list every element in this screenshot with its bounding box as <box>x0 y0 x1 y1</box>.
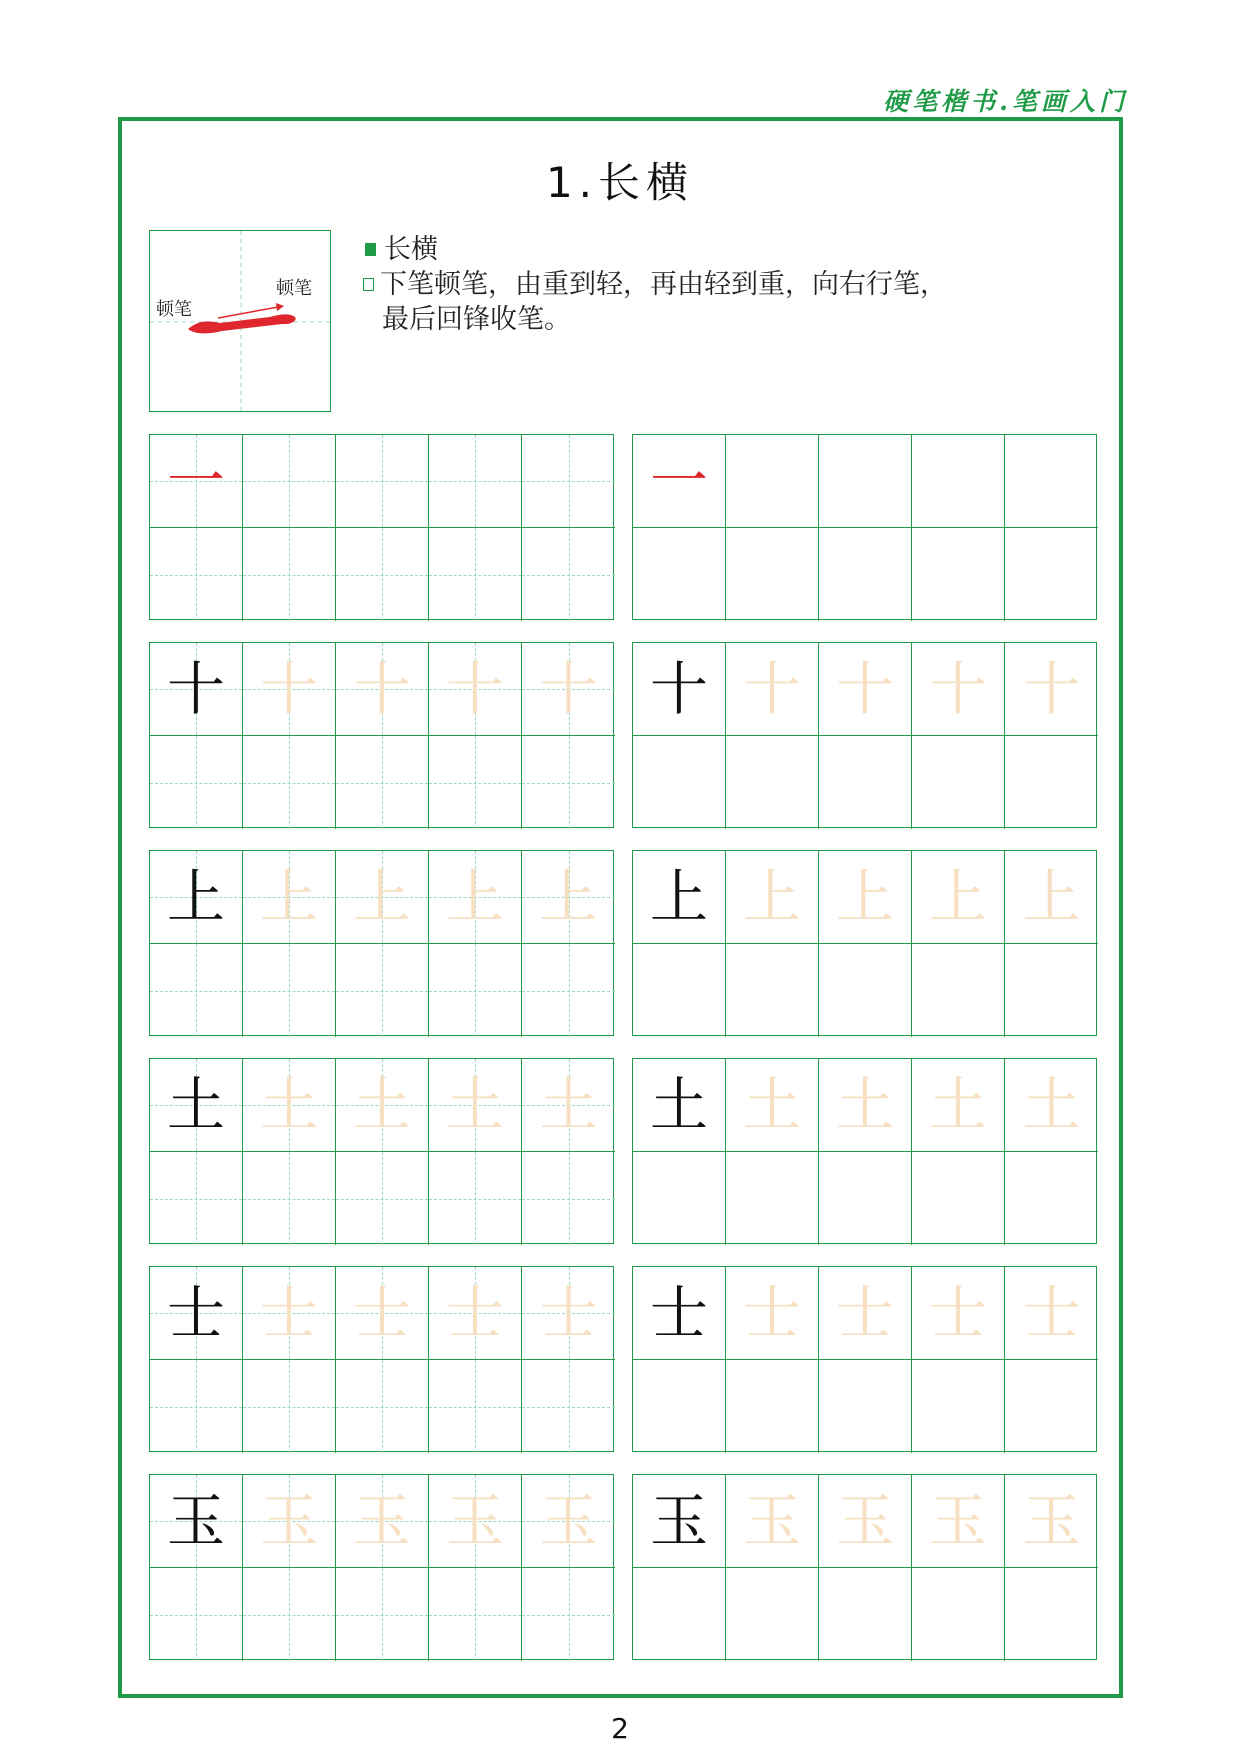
practice-cell[interactable] <box>726 1568 819 1661</box>
practice-cell[interactable] <box>150 528 243 621</box>
model-character: 一 <box>166 447 225 515</box>
practice-cell[interactable] <box>819 1360 912 1453</box>
trace-character: 玉 <box>445 1487 504 1555</box>
practice-cell[interactable] <box>522 528 615 621</box>
cell-guide-horizontal <box>336 991 428 992</box>
practice-cell[interactable] <box>819 528 912 621</box>
cell-guide-horizontal <box>522 1199 615 1200</box>
description-line-2: 最后回锋收笔。 <box>382 304 571 335</box>
stroke-direction-arrow <box>218 307 278 318</box>
cell-guide-horizontal <box>336 1615 428 1616</box>
cell-guide-horizontal <box>429 783 521 784</box>
practice-cell[interactable] <box>150 1267 243 1360</box>
practice-grid-left <box>149 434 614 620</box>
trace-character: 士 <box>352 1279 411 1347</box>
trace-character: 十 <box>539 655 598 723</box>
practice-cell[interactable] <box>429 1152 522 1245</box>
cell-guide-horizontal <box>522 991 615 992</box>
practice-cell[interactable] <box>912 1267 1005 1360</box>
practice-cell[interactable] <box>726 1059 819 1152</box>
practice-cell[interactable] <box>726 1152 819 1245</box>
practice-cell[interactable] <box>336 851 429 944</box>
trace-character: 士 <box>835 1279 894 1347</box>
practice-cell[interactable] <box>429 851 522 944</box>
practice-cell[interactable] <box>819 435 912 528</box>
practice-cell[interactable] <box>522 1475 615 1568</box>
bullet-square-filled <box>365 243 376 256</box>
practice-cell[interactable] <box>243 1475 336 1568</box>
stroke-description <box>363 232 947 337</box>
practice-cell[interactable] <box>243 1267 336 1360</box>
cell-guide-horizontal <box>429 1615 521 1616</box>
practice-grid-left <box>149 1058 614 1244</box>
trace-character: 土 <box>1022 1071 1081 1139</box>
trace-character: 士 <box>539 1279 598 1347</box>
practice-cell[interactable] <box>726 851 819 944</box>
cell-guide-horizontal <box>150 783 242 784</box>
practice-cell[interactable] <box>429 1475 522 1568</box>
practice-cell[interactable] <box>336 1267 429 1360</box>
trace-character: 玉 <box>928 1487 987 1555</box>
practice-cell[interactable] <box>633 851 726 944</box>
practice-cell[interactable] <box>243 1152 336 1245</box>
practice-cell[interactable] <box>336 736 429 829</box>
practice-cell[interactable] <box>150 1152 243 1245</box>
practice-cell[interactable] <box>726 1360 819 1453</box>
trace-character: 士 <box>259 1279 318 1347</box>
practice-cell[interactable] <box>912 1059 1005 1152</box>
practice-cell[interactable] <box>1005 435 1098 528</box>
practice-cell[interactable] <box>819 643 912 736</box>
practice-cell[interactable] <box>912 1568 1005 1661</box>
practice-cell[interactable] <box>150 643 243 736</box>
model-character: 玉 <box>649 1487 708 1555</box>
cell-guide-horizontal <box>429 575 521 576</box>
trace-character: 上 <box>928 863 987 931</box>
practice-cell[interactable] <box>429 1360 522 1453</box>
cell-guide-horizontal <box>336 1407 428 1408</box>
model-character: 玉 <box>166 1487 225 1555</box>
cell-guide-horizontal <box>522 1407 615 1408</box>
trace-character: 士 <box>1022 1279 1081 1347</box>
practice-cell[interactable] <box>726 643 819 736</box>
long-horizontal-stroke <box>188 314 296 333</box>
practice-cell[interactable] <box>912 528 1005 621</box>
trace-character: 土 <box>259 1071 318 1139</box>
cell-guide-horizontal <box>150 1615 242 1616</box>
trace-character: 土 <box>445 1071 504 1139</box>
practice-cell[interactable] <box>726 736 819 829</box>
practice-cell[interactable] <box>522 944 615 1037</box>
practice-cell[interactable] <box>243 851 336 944</box>
practice-grid-left <box>149 1266 614 1452</box>
trace-character: 玉 <box>742 1487 801 1555</box>
cell-guide-horizontal <box>243 991 335 992</box>
trace-character: 上 <box>445 863 504 931</box>
model-character: 上 <box>649 863 708 931</box>
description-heading: 长横 <box>384 234 438 265</box>
cell-guide-horizontal <box>150 991 242 992</box>
practice-cell[interactable] <box>243 643 336 736</box>
practice-cell[interactable] <box>429 1059 522 1152</box>
cell-guide-horizontal <box>243 481 335 482</box>
cell-guide-horizontal <box>522 1615 615 1616</box>
trace-character: 土 <box>352 1071 411 1139</box>
practice-cell[interactable] <box>1005 1059 1098 1152</box>
practice-cell[interactable] <box>633 1059 726 1152</box>
model-character: 土 <box>649 1071 708 1139</box>
practice-cell[interactable] <box>336 1360 429 1453</box>
trace-character: 上 <box>742 863 801 931</box>
trace-character: 土 <box>835 1071 894 1139</box>
practice-cell[interactable] <box>522 1267 615 1360</box>
practice-cell[interactable] <box>522 736 615 829</box>
practice-cell[interactable] <box>150 1475 243 1568</box>
practice-grid-left <box>149 642 614 828</box>
model-character: 十 <box>166 655 225 723</box>
trace-character: 士 <box>742 1279 801 1347</box>
model-character: 士 <box>649 1279 708 1347</box>
trace-character: 上 <box>835 863 894 931</box>
trace-character: 上 <box>259 863 318 931</box>
practice-cell[interactable] <box>912 851 1005 944</box>
practice-cell[interactable] <box>522 1059 615 1152</box>
demo-label-start: 顿笔 <box>156 299 192 320</box>
practice-cell[interactable] <box>429 528 522 621</box>
practice-cell[interactable] <box>429 944 522 1037</box>
practice-cell[interactable] <box>912 1475 1005 1568</box>
cell-guide-horizontal <box>522 481 615 482</box>
model-character: 十 <box>649 655 708 723</box>
practice-cell[interactable] <box>522 435 615 528</box>
practice-cell[interactable] <box>336 944 429 1037</box>
practice-cell[interactable] <box>150 435 243 528</box>
practice-cell[interactable] <box>819 1152 912 1245</box>
page-number: 2 <box>611 1712 629 1745</box>
practice-grid-right <box>632 642 1097 828</box>
practice-cell[interactable] <box>336 435 429 528</box>
practice-cell[interactable] <box>522 1152 615 1245</box>
trace-character: 上 <box>1022 863 1081 931</box>
trace-character: 十 <box>928 655 987 723</box>
model-character: 土 <box>166 1071 225 1139</box>
practice-cell[interactable] <box>429 435 522 528</box>
practice-cell[interactable] <box>150 1568 243 1661</box>
practice-cell[interactable] <box>1005 1360 1098 1453</box>
practice-grid-left <box>149 850 614 1036</box>
trace-character: 上 <box>352 863 411 931</box>
cell-guide-horizontal <box>150 575 242 576</box>
practice-cell[interactable] <box>429 736 522 829</box>
model-character: 士 <box>166 1279 225 1347</box>
cell-guide-horizontal <box>522 575 615 576</box>
practice-cell[interactable] <box>1005 528 1098 621</box>
trace-character: 土 <box>742 1071 801 1139</box>
practice-grid-right <box>632 1474 1097 1660</box>
cell-guide-horizontal <box>243 1407 335 1408</box>
practice-cell[interactable] <box>1005 944 1098 1037</box>
trace-character: 士 <box>928 1279 987 1347</box>
practice-cell[interactable] <box>726 435 819 528</box>
practice-cell[interactable] <box>150 736 243 829</box>
practice-cell[interactable] <box>243 1059 336 1152</box>
cell-guide-horizontal <box>243 575 335 576</box>
cell-guide-horizontal <box>336 783 428 784</box>
trace-character: 十 <box>835 655 894 723</box>
practice-cell[interactable] <box>819 1475 912 1568</box>
book-section-header: 硬笔楷书.笔画入门 <box>883 87 1128 116</box>
trace-character: 上 <box>539 863 598 931</box>
practice-cell[interactable] <box>150 944 243 1037</box>
practice-cell[interactable] <box>1005 736 1098 829</box>
practice-cell[interactable] <box>726 528 819 621</box>
practice-cell[interactable] <box>633 1568 726 1661</box>
demo-label-end: 顿笔 <box>276 278 312 299</box>
cell-guide-horizontal <box>429 991 521 992</box>
practice-cell[interactable] <box>726 1475 819 1568</box>
practice-cell[interactable] <box>150 851 243 944</box>
practice-cell[interactable] <box>633 944 726 1037</box>
practice-cell[interactable] <box>633 1360 726 1453</box>
trace-character: 玉 <box>352 1487 411 1555</box>
cell-guide-horizontal <box>522 783 615 784</box>
stroke-demo-guides <box>150 231 332 413</box>
practice-cell[interactable] <box>912 944 1005 1037</box>
practice-cell[interactable] <box>243 435 336 528</box>
cell-guide-horizontal <box>243 783 335 784</box>
practice-cell[interactable] <box>912 1360 1005 1453</box>
bullet-square-empty <box>363 278 374 291</box>
practice-cell[interactable] <box>243 1568 336 1661</box>
practice-cell[interactable] <box>633 643 726 736</box>
practice-cell[interactable] <box>429 643 522 736</box>
practice-grid-right <box>632 1266 1097 1452</box>
model-character: 一 <box>649 447 708 515</box>
practice-cell[interactable] <box>243 736 336 829</box>
practice-cell[interactable] <box>336 1568 429 1661</box>
practice-cell[interactable] <box>819 1267 912 1360</box>
cell-guide-horizontal <box>336 481 428 482</box>
trace-character: 十 <box>445 655 504 723</box>
practice-cell[interactable] <box>819 1059 912 1152</box>
model-character: 上 <box>166 863 225 931</box>
cell-guide-horizontal <box>150 1407 242 1408</box>
practice-cell[interactable] <box>633 1475 726 1568</box>
trace-character: 十 <box>742 655 801 723</box>
practice-cell[interactable] <box>633 736 726 829</box>
practice-cell[interactable] <box>912 1152 1005 1245</box>
cell-guide-horizontal <box>429 1199 521 1200</box>
practice-cell[interactable] <box>336 1475 429 1568</box>
practice-cell[interactable] <box>633 528 726 621</box>
practice-cell[interactable] <box>243 944 336 1037</box>
practice-cell[interactable] <box>912 435 1005 528</box>
practice-cell[interactable] <box>633 435 726 528</box>
practice-cell[interactable] <box>633 1152 726 1245</box>
stroke-demo-box <box>149 230 331 412</box>
cell-guide-horizontal <box>243 1615 335 1616</box>
practice-grid-right <box>632 1058 1097 1244</box>
trace-character: 十 <box>259 655 318 723</box>
trace-character: 士 <box>445 1279 504 1347</box>
cell-guide-horizontal <box>243 1199 335 1200</box>
practice-cell[interactable] <box>726 944 819 1037</box>
practice-grid-right <box>632 434 1097 620</box>
trace-character: 十 <box>1022 655 1081 723</box>
trace-character: 十 <box>352 655 411 723</box>
practice-cell[interactable] <box>1005 1152 1098 1245</box>
cell-guide-horizontal <box>429 481 521 482</box>
practice-cell[interactable] <box>243 1360 336 1453</box>
practice-cell[interactable] <box>429 1267 522 1360</box>
practice-cell[interactable] <box>726 1267 819 1360</box>
practice-cell[interactable] <box>633 1267 726 1360</box>
practice-cell[interactable] <box>243 528 336 621</box>
practice-cell[interactable] <box>336 1059 429 1152</box>
practice-cell[interactable] <box>429 1568 522 1661</box>
practice-cell[interactable] <box>150 1360 243 1453</box>
trace-character: 土 <box>539 1071 598 1139</box>
practice-cell[interactable] <box>336 1152 429 1245</box>
practice-cell[interactable] <box>1005 1267 1098 1360</box>
practice-cell[interactable] <box>522 851 615 944</box>
description-line-1: 下笔顿笔，由重到轻，再由轻到重，向右行笔， <box>380 269 947 300</box>
practice-cell[interactable] <box>522 643 615 736</box>
practice-cell[interactable] <box>819 851 912 944</box>
cell-guide-horizontal <box>336 1199 428 1200</box>
cell-guide-horizontal <box>429 1407 521 1408</box>
practice-cell[interactable] <box>1005 1568 1098 1661</box>
practice-cell[interactable] <box>819 736 912 829</box>
trace-character: 玉 <box>835 1487 894 1555</box>
practice-cell[interactable] <box>1005 643 1098 736</box>
practice-cell[interactable] <box>912 736 1005 829</box>
practice-grid-left <box>149 1474 614 1660</box>
lesson-title: 1.长横 <box>545 158 695 207</box>
practice-cell[interactable] <box>522 1568 615 1661</box>
practice-cell[interactable] <box>1005 851 1098 944</box>
practice-cell[interactable] <box>522 1360 615 1453</box>
practice-grid-right <box>632 850 1097 1036</box>
practice-cell[interactable] <box>819 1568 912 1661</box>
practice-cell[interactable] <box>1005 1475 1098 1568</box>
trace-character: 玉 <box>259 1487 318 1555</box>
trace-character: 玉 <box>1022 1487 1081 1555</box>
trace-character: 玉 <box>539 1487 598 1555</box>
practice-cell[interactable] <box>819 944 912 1037</box>
trace-character: 土 <box>928 1071 987 1139</box>
practice-cell[interactable] <box>336 528 429 621</box>
cell-guide-horizontal <box>150 1199 242 1200</box>
practice-cell[interactable] <box>336 643 429 736</box>
practice-cell[interactable] <box>912 643 1005 736</box>
cell-guide-horizontal <box>336 575 428 576</box>
practice-cell[interactable] <box>150 1059 243 1152</box>
